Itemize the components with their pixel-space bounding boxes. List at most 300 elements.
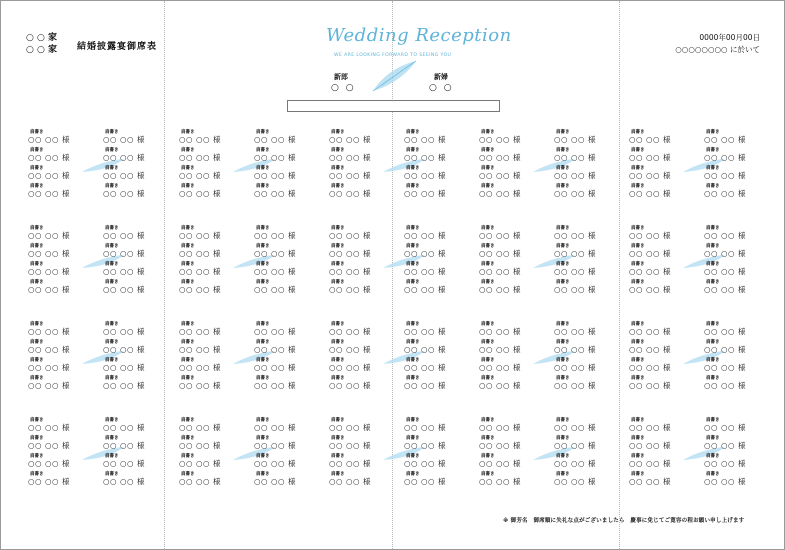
guest-title-label: 肩書き bbox=[406, 418, 420, 423]
guest-slot bbox=[28, 339, 100, 357]
guest-name-label: ○○ ○○ 様 bbox=[479, 189, 521, 198]
bride-label: 新婦 bbox=[434, 73, 448, 81]
guest-title-label: 肩書き bbox=[256, 418, 270, 423]
guest-name-label: ○○ ○○ 様 bbox=[554, 327, 596, 336]
guest-name-label: ○○ ○○ 様 bbox=[329, 327, 371, 336]
guest-title-label: 肩書き bbox=[331, 262, 345, 267]
guest-slot bbox=[704, 375, 776, 393]
guest-name-label: ○○ ○○ 様 bbox=[254, 363, 296, 372]
guest-name-label: ○○ ○○ 様 bbox=[479, 441, 521, 450]
guest-title-label: 肩書き bbox=[406, 340, 420, 345]
guest-slot bbox=[629, 279, 701, 297]
guest-name-label: ○○ ○○ 様 bbox=[254, 345, 296, 354]
guest-title-label: 肩書き bbox=[30, 340, 44, 345]
guest-title-label: 肩書き bbox=[30, 358, 44, 363]
guest-title-label: 肩書き bbox=[556, 148, 570, 153]
guest-name-label: ○○ ○○ 様 bbox=[554, 363, 596, 372]
guest-name-label: ○○ ○○ 様 bbox=[103, 381, 145, 390]
guest-slot bbox=[179, 321, 251, 339]
guest-title-label: 肩書き bbox=[706, 322, 720, 327]
guest-slot bbox=[254, 225, 326, 243]
guest-slot bbox=[254, 357, 326, 375]
guest-name-label: ○○ ○○ 様 bbox=[704, 153, 746, 162]
guest-slot bbox=[554, 375, 626, 393]
guest-title-label: 肩書き bbox=[181, 436, 195, 441]
guest-title-label: 肩書き bbox=[331, 322, 345, 327]
guest-slot bbox=[554, 147, 626, 165]
guest-slot bbox=[629, 375, 701, 393]
guest-name-label: ○○ ○○ 様 bbox=[629, 249, 671, 258]
guest-name-label: ○○ ○○ 様 bbox=[629, 477, 671, 486]
guest-slot bbox=[103, 183, 175, 201]
guest-slot bbox=[329, 357, 401, 375]
guest-slot bbox=[329, 243, 401, 261]
guest-slot bbox=[103, 435, 175, 453]
guest-name-label: ○○ ○○ 様 bbox=[704, 441, 746, 450]
guest-title-label: 肩書き bbox=[181, 472, 195, 477]
guest-slot bbox=[404, 357, 476, 375]
guest-name-label: ○○ ○○ 様 bbox=[404, 135, 446, 144]
guest-slot bbox=[629, 357, 701, 375]
guest-name-label: ○○ ○○ 様 bbox=[28, 381, 70, 390]
guest-title-label: 肩書き bbox=[256, 262, 270, 267]
guest-title-label: 肩書き bbox=[481, 226, 495, 231]
guest-title-label: 肩書き bbox=[256, 226, 270, 231]
guest-slot bbox=[479, 339, 551, 357]
guest-name-label: ○○ ○○ 様 bbox=[329, 189, 371, 198]
guest-title-label: 肩書き bbox=[631, 244, 645, 249]
guest-title-label: 肩書き bbox=[181, 130, 195, 135]
guest-name-label: ○○ ○○ 様 bbox=[704, 189, 746, 198]
guest-name-label: ○○ ○○ 様 bbox=[404, 153, 446, 162]
guest-name-label: ○○ ○○ 様 bbox=[103, 153, 145, 162]
guest-slot bbox=[554, 435, 626, 453]
guest-slot bbox=[254, 165, 326, 183]
guest-name-label: ○○ ○○ 様 bbox=[404, 423, 446, 432]
guest-slot bbox=[28, 183, 100, 201]
guest-slot bbox=[704, 321, 776, 339]
guest-name-label: ○○ ○○ 様 bbox=[479, 381, 521, 390]
guest-name-label: ○○ ○○ 様 bbox=[479, 153, 521, 162]
guest-slot bbox=[404, 471, 476, 489]
guest-name-label: ○○ ○○ 様 bbox=[103, 477, 145, 486]
guest-slot bbox=[629, 321, 701, 339]
guest-name-label: ○○ ○○ 様 bbox=[629, 189, 671, 198]
guest-name-label: ○○ ○○ 様 bbox=[28, 153, 70, 162]
guest-slot bbox=[28, 279, 100, 297]
guest-title-label: 肩書き bbox=[481, 454, 495, 459]
guest-name-label: ○○ ○○ 様 bbox=[28, 441, 70, 450]
guest-title-label: 肩書き bbox=[105, 280, 119, 285]
guest-name-label: ○○ ○○ 様 bbox=[103, 363, 145, 372]
guest-title-label: 肩書き bbox=[406, 130, 420, 135]
guest-name-label: ○○ ○○ 様 bbox=[554, 459, 596, 468]
guest-name-label: ○○ ○○ 様 bbox=[479, 345, 521, 354]
guest-slot bbox=[254, 417, 326, 435]
guest-title-label: 肩書き bbox=[406, 376, 420, 381]
guest-title-label: 肩書き bbox=[406, 166, 420, 171]
guest-title-label: 肩書き bbox=[481, 130, 495, 135]
guest-title-label: 肩書き bbox=[331, 226, 345, 231]
guest-name-label: ○○ ○○ 様 bbox=[103, 171, 145, 180]
guest-name-label: ○○ ○○ 様 bbox=[404, 267, 446, 276]
guest-title-label: 肩書き bbox=[481, 322, 495, 327]
document-title: 結婚披露宴御席表 bbox=[77, 42, 158, 52]
guest-name-label: ○○ ○○ 様 bbox=[554, 135, 596, 144]
guest-title-label: 肩書き bbox=[331, 418, 345, 423]
guest-title-label: 肩書き bbox=[406, 262, 420, 267]
guest-title-label: 肩書き bbox=[706, 358, 720, 363]
guest-name-label: ○○ ○○ 様 bbox=[329, 135, 371, 144]
guest-name-label: ○○ ○○ 様 bbox=[479, 171, 521, 180]
guest-slot bbox=[704, 147, 776, 165]
guest-name-label: ○○ ○○ 様 bbox=[179, 363, 221, 372]
guest-name-label: ○○ ○○ 様 bbox=[329, 231, 371, 240]
guest-name-label: ○○ ○○ 様 bbox=[629, 423, 671, 432]
guest-slot bbox=[329, 435, 401, 453]
guest-slot bbox=[329, 321, 401, 339]
guest-name-label: ○○ ○○ 様 bbox=[329, 153, 371, 162]
guest-title-label: 肩書き bbox=[331, 340, 345, 345]
guest-title-label: 肩書き bbox=[256, 280, 270, 285]
guest-title-label: 肩書き bbox=[256, 148, 270, 153]
guest-name-label: ○○ ○○ 様 bbox=[704, 477, 746, 486]
guest-slot bbox=[103, 453, 175, 471]
guest-title-label: 肩書き bbox=[105, 148, 119, 153]
guest-title-label: 肩書き bbox=[181, 226, 195, 231]
guest-slot bbox=[554, 471, 626, 489]
guest-slot bbox=[479, 147, 551, 165]
guest-name-label: ○○ ○○ 様 bbox=[629, 459, 671, 468]
guest-slot bbox=[554, 183, 626, 201]
guest-title-label: 肩書き bbox=[30, 148, 44, 153]
guest-name-label: ○○ ○○ 様 bbox=[479, 267, 521, 276]
guest-name-label: ○○ ○○ 様 bbox=[103, 267, 145, 276]
bride-name: ○ ○ bbox=[429, 83, 454, 93]
guest-slot bbox=[254, 129, 326, 147]
guest-slot bbox=[404, 261, 476, 279]
guest-slot bbox=[629, 225, 701, 243]
guest-slot bbox=[404, 453, 476, 471]
guest-name-label: ○○ ○○ 様 bbox=[629, 135, 671, 144]
guest-name-label: ○○ ○○ 様 bbox=[254, 231, 296, 240]
guest-slot bbox=[404, 243, 476, 261]
guest-slot bbox=[28, 261, 100, 279]
guest-name-label: ○○ ○○ 様 bbox=[404, 381, 446, 390]
guest-name-label: ○○ ○○ 様 bbox=[103, 459, 145, 468]
guest-slot bbox=[28, 435, 100, 453]
guest-title-label: 肩書き bbox=[556, 322, 570, 327]
guest-slot bbox=[479, 375, 551, 393]
guest-title-label: 肩書き bbox=[706, 436, 720, 441]
guest-name-label: ○○ ○○ 様 bbox=[704, 285, 746, 294]
bride-family-name: ○ ○ 家 bbox=[26, 45, 57, 55]
guest-name-label: ○○ ○○ 様 bbox=[179, 135, 221, 144]
guest-slot bbox=[554, 417, 626, 435]
guest-slot bbox=[554, 129, 626, 147]
guest-slot bbox=[329, 279, 401, 297]
guest-name-label: ○○ ○○ 様 bbox=[179, 441, 221, 450]
guest-title-label: 肩書き bbox=[481, 148, 495, 153]
guest-name-label: ○○ ○○ 様 bbox=[479, 477, 521, 486]
guest-name-label: ○○ ○○ 様 bbox=[329, 477, 371, 486]
guest-title-label: 肩書き bbox=[556, 472, 570, 477]
guest-slot bbox=[103, 321, 175, 339]
guest-name-label: ○○ ○○ 様 bbox=[179, 459, 221, 468]
guest-title-label: 肩書き bbox=[481, 340, 495, 345]
guest-title-label: 肩書き bbox=[331, 166, 345, 171]
guest-name-label: ○○ ○○ 様 bbox=[179, 267, 221, 276]
guest-name-label: ○○ ○○ 様 bbox=[629, 153, 671, 162]
guest-title-label: 肩書き bbox=[406, 322, 420, 327]
guest-slot bbox=[254, 453, 326, 471]
guest-title-label: 肩書き bbox=[481, 358, 495, 363]
guest-slot bbox=[554, 261, 626, 279]
guest-name-label: ○○ ○○ 様 bbox=[254, 477, 296, 486]
guest-slot bbox=[254, 261, 326, 279]
guest-slot bbox=[704, 435, 776, 453]
guest-name-label: ○○ ○○ 様 bbox=[103, 423, 145, 432]
guest-slot bbox=[329, 225, 401, 243]
guest-slot bbox=[629, 165, 701, 183]
guest-title-label: 肩書き bbox=[406, 280, 420, 285]
guest-title-label: 肩書き bbox=[631, 376, 645, 381]
guest-slot bbox=[103, 417, 175, 435]
guest-slot bbox=[28, 471, 100, 489]
guest-title-label: 肩書き bbox=[631, 454, 645, 459]
guest-title-label: 肩書き bbox=[631, 262, 645, 267]
guest-name-label: ○○ ○○ 様 bbox=[254, 249, 296, 258]
guest-slot bbox=[254, 321, 326, 339]
guest-name-label: ○○ ○○ 様 bbox=[704, 345, 746, 354]
guest-slot bbox=[179, 435, 251, 453]
guest-slot bbox=[254, 339, 326, 357]
guest-title-label: 肩書き bbox=[706, 226, 720, 231]
guest-title-label: 肩書き bbox=[181, 340, 195, 345]
guest-title-label: 肩書き bbox=[631, 130, 645, 135]
guest-name-label: ○○ ○○ 様 bbox=[28, 477, 70, 486]
guest-title-label: 肩書き bbox=[30, 436, 44, 441]
guest-title-label: 肩書き bbox=[481, 436, 495, 441]
guest-slot bbox=[704, 279, 776, 297]
guest-name-label: ○○ ○○ 様 bbox=[479, 249, 521, 258]
guest-name-label: ○○ ○○ 様 bbox=[554, 477, 596, 486]
guest-slot bbox=[404, 375, 476, 393]
guest-slot bbox=[103, 165, 175, 183]
guest-title-label: 肩書き bbox=[556, 226, 570, 231]
guest-name-label: ○○ ○○ 様 bbox=[704, 171, 746, 180]
guest-title-label: 肩書き bbox=[256, 340, 270, 345]
guest-name-label: ○○ ○○ 様 bbox=[554, 267, 596, 276]
guest-title-label: 肩書き bbox=[105, 340, 119, 345]
guest-title-label: 肩書き bbox=[181, 358, 195, 363]
guest-slot bbox=[254, 183, 326, 201]
guest-slot bbox=[28, 147, 100, 165]
guest-slot bbox=[554, 225, 626, 243]
guest-name-label: ○○ ○○ 様 bbox=[704, 231, 746, 240]
guest-title-label: 肩書き bbox=[256, 376, 270, 381]
guest-slot bbox=[179, 453, 251, 471]
guest-title-label: 肩書き bbox=[105, 436, 119, 441]
guest-title-label: 肩書き bbox=[256, 358, 270, 363]
guest-slot bbox=[179, 129, 251, 147]
guest-title-label: 肩書き bbox=[30, 418, 44, 423]
guest-name-label: ○○ ○○ 様 bbox=[479, 231, 521, 240]
head-table-box bbox=[287, 100, 500, 112]
guest-name-label: ○○ ○○ 様 bbox=[329, 423, 371, 432]
guest-name-label: ○○ ○○ 様 bbox=[179, 249, 221, 258]
guest-title-label: 肩書き bbox=[631, 418, 645, 423]
script-title: Wedding Reception bbox=[326, 25, 512, 46]
guest-name-label: ○○ ○○ 様 bbox=[404, 345, 446, 354]
guest-title-label: 肩書き bbox=[30, 244, 44, 249]
guest-title-label: 肩書き bbox=[406, 454, 420, 459]
guest-title-label: 肩書き bbox=[30, 226, 44, 231]
guest-slot bbox=[179, 279, 251, 297]
guest-slot bbox=[329, 339, 401, 357]
guest-title-label: 肩書き bbox=[105, 244, 119, 249]
guest-title-label: 肩書き bbox=[181, 184, 195, 189]
guest-slot bbox=[704, 129, 776, 147]
guest-name-label: ○○ ○○ 様 bbox=[28, 345, 70, 354]
guest-slot bbox=[479, 471, 551, 489]
guest-slot bbox=[404, 339, 476, 357]
guest-slot bbox=[254, 435, 326, 453]
guest-slot bbox=[28, 417, 100, 435]
guest-name-label: ○○ ○○ 様 bbox=[179, 345, 221, 354]
guest-name-label: ○○ ○○ 様 bbox=[103, 135, 145, 144]
guest-title-label: 肩書き bbox=[105, 130, 119, 135]
guest-title-label: 肩書き bbox=[406, 148, 420, 153]
guest-title-label: 肩書き bbox=[30, 472, 44, 477]
guest-title-label: 肩書き bbox=[706, 376, 720, 381]
guest-title-label: 肩書き bbox=[631, 436, 645, 441]
guest-title-label: 肩書き bbox=[631, 280, 645, 285]
guest-slot bbox=[479, 243, 551, 261]
guest-name-label: ○○ ○○ 様 bbox=[103, 327, 145, 336]
guest-name-label: ○○ ○○ 様 bbox=[554, 231, 596, 240]
guest-name-label: ○○ ○○ 様 bbox=[404, 327, 446, 336]
guest-slot bbox=[254, 375, 326, 393]
guest-slot bbox=[179, 147, 251, 165]
guest-title-label: 肩書き bbox=[556, 376, 570, 381]
guest-name-label: ○○ ○○ 様 bbox=[179, 153, 221, 162]
guest-name-label: ○○ ○○ 様 bbox=[179, 423, 221, 432]
guest-name-label: ○○ ○○ 様 bbox=[28, 135, 70, 144]
guest-title-label: 肩書き bbox=[181, 148, 195, 153]
guest-title-label: 肩書き bbox=[406, 436, 420, 441]
guest-name-label: ○○ ○○ 様 bbox=[329, 459, 371, 468]
guest-title-label: 肩書き bbox=[706, 148, 720, 153]
guest-name-label: ○○ ○○ 様 bbox=[404, 459, 446, 468]
guest-title-label: 肩書き bbox=[331, 184, 345, 189]
guest-name-label: ○○ ○○ 様 bbox=[329, 363, 371, 372]
guest-name-label: ○○ ○○ 様 bbox=[28, 285, 70, 294]
guest-name-label: ○○ ○○ 様 bbox=[629, 327, 671, 336]
guest-title-label: 肩書き bbox=[181, 244, 195, 249]
guest-title-label: 肩書き bbox=[706, 130, 720, 135]
guest-slot bbox=[629, 417, 701, 435]
guest-title-label: 肩書き bbox=[331, 454, 345, 459]
guest-name-label: ○○ ○○ 様 bbox=[254, 135, 296, 144]
guest-name-label: ○○ ○○ 様 bbox=[329, 381, 371, 390]
guest-name-label: ○○ ○○ 様 bbox=[28, 363, 70, 372]
guest-title-label: 肩書き bbox=[556, 418, 570, 423]
guest-slot bbox=[404, 417, 476, 435]
guest-slot bbox=[554, 279, 626, 297]
guest-slot bbox=[704, 183, 776, 201]
guest-name-label: ○○ ○○ 様 bbox=[404, 477, 446, 486]
guest-slot bbox=[103, 243, 175, 261]
guest-title-label: 肩書き bbox=[105, 184, 119, 189]
guest-slot bbox=[404, 279, 476, 297]
guest-title-label: 肩書き bbox=[331, 358, 345, 363]
guest-title-label: 肩書き bbox=[556, 130, 570, 135]
guest-slot bbox=[704, 261, 776, 279]
guest-title-label: 肩書き bbox=[481, 280, 495, 285]
guest-slot bbox=[554, 165, 626, 183]
guest-title-label: 肩書き bbox=[706, 184, 720, 189]
guest-name-label: ○○ ○○ 様 bbox=[179, 189, 221, 198]
guest-name-label: ○○ ○○ 様 bbox=[704, 249, 746, 258]
guest-title-label: 肩書き bbox=[556, 358, 570, 363]
guest-slot bbox=[554, 321, 626, 339]
guest-title-label: 肩書き bbox=[706, 244, 720, 249]
guest-slot bbox=[704, 339, 776, 357]
guest-name-label: ○○ ○○ 様 bbox=[629, 441, 671, 450]
guest-slot bbox=[404, 321, 476, 339]
guest-title-label: 肩書き bbox=[631, 340, 645, 345]
guest-name-label: ○○ ○○ 様 bbox=[329, 249, 371, 258]
guest-title-label: 肩書き bbox=[406, 184, 420, 189]
guest-slot bbox=[629, 435, 701, 453]
guest-title-label: 肩書き bbox=[105, 226, 119, 231]
guest-title-label: 肩書き bbox=[481, 472, 495, 477]
guest-slot bbox=[629, 129, 701, 147]
guest-name-label: ○○ ○○ 様 bbox=[28, 327, 70, 336]
guest-slot bbox=[179, 165, 251, 183]
guest-slot bbox=[179, 375, 251, 393]
guest-slot bbox=[28, 225, 100, 243]
guest-title-label: 肩書き bbox=[105, 472, 119, 477]
guest-title-label: 肩書き bbox=[105, 418, 119, 423]
guest-slot bbox=[629, 183, 701, 201]
guest-title-label: 肩書き bbox=[556, 436, 570, 441]
guest-slot bbox=[329, 471, 401, 489]
guest-slot bbox=[329, 129, 401, 147]
guest-title-label: 肩書き bbox=[181, 166, 195, 171]
guest-title-label: 肩書き bbox=[181, 280, 195, 285]
guest-slot bbox=[28, 321, 100, 339]
guest-slot bbox=[329, 453, 401, 471]
guest-title-label: 肩書き bbox=[256, 436, 270, 441]
guest-name-label: ○○ ○○ 様 bbox=[404, 171, 446, 180]
guest-name-label: ○○ ○○ 様 bbox=[329, 441, 371, 450]
guest-name-label: ○○ ○○ 様 bbox=[554, 423, 596, 432]
guest-slot bbox=[704, 417, 776, 435]
guest-slot bbox=[479, 417, 551, 435]
guest-title-label: 肩書き bbox=[631, 472, 645, 477]
guest-title-label: 肩書き bbox=[256, 130, 270, 135]
guest-name-label: ○○ ○○ 様 bbox=[704, 381, 746, 390]
guest-title-label: 肩書き bbox=[556, 280, 570, 285]
guest-slot bbox=[629, 339, 701, 357]
guest-slot bbox=[554, 243, 626, 261]
venue-text: ○○○○○○○○ に於いて bbox=[675, 45, 760, 54]
guest-title-label: 肩書き bbox=[406, 358, 420, 363]
guest-slot bbox=[404, 129, 476, 147]
guest-title-label: 肩書き bbox=[406, 244, 420, 249]
